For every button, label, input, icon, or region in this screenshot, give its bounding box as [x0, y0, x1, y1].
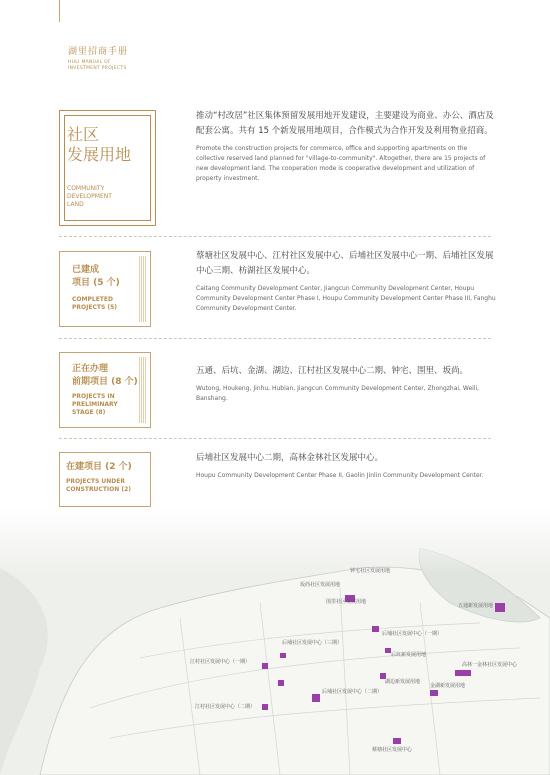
- preliminary-label-en-line1: PROJECTS IN: [72, 393, 115, 400]
- community-title-box: [59, 110, 156, 226]
- manual-title-en-line1: HULI MANUAL OF: [68, 60, 111, 65]
- project-marker: [312, 694, 320, 702]
- manual-title-en: [68, 60, 128, 72]
- community-title-cn: [67, 125, 131, 165]
- project-marker: [262, 704, 268, 710]
- preliminary-label-cn-line2: 前期项目 (8 个): [72, 377, 138, 387]
- tag-stripe: [139, 357, 147, 423]
- completed-desc-en: Caitang Community Development Center, Jiangcun Community Development Center, Houpu Community Development Center Phase I, Houpu Community Development Center Phase III, Fanghu Community Development Center.: [196, 285, 496, 312]
- project-marker: [280, 653, 286, 658]
- map-label: 江村社区发展中心（二期）: [195, 704, 256, 710]
- construction-label-en: [66, 478, 131, 494]
- map-label: 江村社区发展中心（一期）: [190, 659, 251, 665]
- construction-desc-cn: 后埔社区发展中心二期，高林金林社区发展中心。: [196, 453, 384, 463]
- map-label: 蔡塘社区发展中心: [372, 747, 413, 753]
- preliminary-desc-cn: 五通、后坑、金湖、湖边、江村社区发展中心二期、钟宅、围里、坂尚。: [196, 366, 469, 376]
- map-label: 高林一金林社区发展中心: [462, 662, 518, 668]
- community-title-en: [67, 185, 112, 209]
- manual-title: 湖里招商手册: [68, 47, 129, 57]
- preliminary-description: [196, 364, 496, 404]
- map-label: 后埔社区发展中心（二期）: [322, 689, 383, 695]
- construction-description: [196, 451, 496, 481]
- project-marker: [393, 738, 401, 744]
- preliminary-label-cn: [72, 363, 138, 389]
- community-title-cn-line1: 社区: [67, 125, 100, 144]
- completed-projects-tag: [59, 251, 151, 327]
- map-label: 后埔社区发展中心（三期）: [282, 640, 343, 646]
- project-marker: [430, 690, 438, 696]
- brand-header: [68, 44, 128, 72]
- completed-label-cn-line2: 项目 (5 个): [72, 278, 120, 288]
- map-label: 五通新发展用地: [458, 603, 494, 609]
- map-label: 后坑新发展用地: [391, 652, 427, 658]
- preliminary-label-en-line2: PRELIMINARY: [72, 401, 118, 408]
- construction-projects-tag: [59, 452, 151, 507]
- project-marker: [455, 670, 471, 676]
- completed-label-en-line1: COMPLETED: [72, 296, 113, 303]
- construction-label-en-line1: PROJECTS UNDER: [66, 478, 125, 485]
- project-marker: [262, 663, 268, 669]
- community-description: [196, 109, 496, 184]
- header-rule: [59, 0, 60, 22]
- construction-desc-en: Houpu Community Development Center Phase II, Gaolin Jinlin Community Development Center.: [196, 472, 484, 479]
- community-desc-en: Promote the construction projects for commerce, office and supporting apartments on the collective reserved land planned for "village-to-community". Altogether, there are 15 projects of new development land. The cooperation mode is cooperative development and utilization of property investment.: [196, 145, 486, 182]
- completed-label-cn: [72, 264, 120, 290]
- map-label: 金湖新发展用地: [430, 683, 466, 689]
- map-label: 后埔社区发展中心（一期）: [382, 631, 443, 637]
- tag-stripe: [139, 256, 147, 322]
- community-title-en-line3: LAND: [67, 201, 84, 208]
- divider: [59, 338, 491, 339]
- project-marker: [372, 626, 379, 632]
- construction-label-en-line2: CONSTRUCTION (2): [66, 486, 132, 493]
- map-label: 围里社区发展用地: [326, 599, 367, 605]
- map-label: 湖边新发展用地: [385, 679, 421, 685]
- preliminary-label-en: [72, 393, 118, 417]
- preliminary-label-en-line3: STAGE (8): [72, 409, 106, 416]
- community-desc-cn: 推动“村改居”社区集体预留发展用地开发建设，主要建设为商业、办公、酒店及配套公寓。共有 15 个新发展用地项目，合作模式为合作开发及利用物业招商。: [196, 111, 494, 136]
- preliminary-label-cn-line1: 正在办理: [72, 364, 109, 374]
- map-label: 钟宅社区发展用地: [350, 568, 391, 574]
- preliminary-desc-en: Wutong, Houkeng, Jinhu, Hubian, Jiangcun Community Development Center, Zhongzhai, Weili, Banshang.: [196, 385, 480, 402]
- map-fade: [0, 508, 550, 775]
- divider: [59, 236, 491, 237]
- completed-label-en-line2: PROJECTS (5): [72, 304, 118, 311]
- project-marker: [278, 680, 284, 686]
- completed-label-cn-line1: 已建成: [72, 265, 100, 275]
- community-title-en-line2: DEVELOPMENT: [67, 193, 112, 200]
- manual-title-en-line2: INVESTMENT PROJECTS: [68, 66, 127, 71]
- community-title-cn-line2: 发展用地: [67, 145, 132, 164]
- map-label: 坂尚社区发展用地: [300, 582, 341, 588]
- completed-description: [196, 249, 496, 314]
- project-marker: [495, 603, 505, 612]
- community-title-en-line1: COMMUNITY: [67, 185, 105, 192]
- divider: [59, 438, 491, 439]
- construction-label-cn: 在建项目 (2 个): [66, 462, 132, 472]
- preliminary-projects-tag: [59, 352, 151, 428]
- completed-desc-cn: 蔡塘社区发展中心、江村社区发展中心、后埔社区发展中心一期、后埔社区发展中心三期、枋湖社区发展中心。: [196, 251, 494, 276]
- completed-label-en: [72, 296, 117, 312]
- district-map: [0, 508, 550, 775]
